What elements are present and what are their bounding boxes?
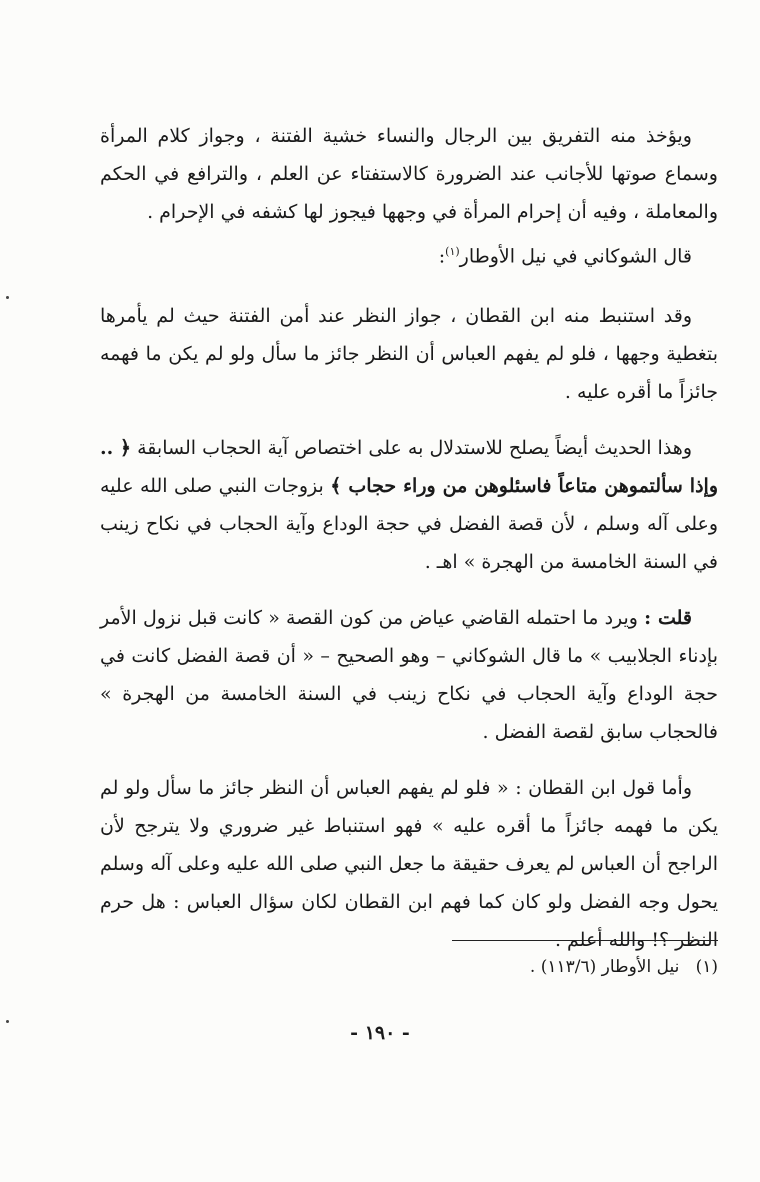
qultu-label: قلت :	[644, 607, 692, 630]
paragraph-3: وقد استنبط منه ابن القطان ، جواز النظر عند أمن الفتنة حيث لم يأمرها بتغطية وجهها ، فلو لم يفهم العباس أن النظر جائز ما سأل ولو لم يكن ما فهمه جائزاً ما أقره عليه .	[100, 305, 718, 404]
footnote	[100, 952, 718, 982]
paragraph-2-colon: :	[438, 245, 446, 268]
scan-speck	[6, 1020, 9, 1023]
paragraph-2	[100, 233, 718, 275]
page-number: - ١٩٠ -	[350, 1022, 410, 1044]
paragraph-5-text: ويرد ما احتمله القاضي عياض من كون القصة « كانت قبل نزول الأمر بإدناء الجلابيب » ما قال الشوكاني – وهو الصحيح – « أن قصة الفضل كانت في حجة الوداع وآية الحجاب في نكاح زينب في السنة الخامسة من الهجرة » فالحجاب سابق لقصة الفضل .	[100, 607, 718, 744]
paragraph-5	[100, 599, 718, 751]
paragraph-2-text: قال الشوكاني في نيل الأوطار	[459, 245, 692, 268]
quran-verse: ﴿ .. وإذا سألتموهن متاعاً فاسئلوهن من وراء حجاب ﴾	[100, 437, 718, 498]
footnote-divider	[452, 940, 718, 941]
footnote-marker: (١)	[695, 957, 718, 977]
footnote-text: نيل الأوطار (١١٣/٦) .	[529, 957, 680, 977]
paragraph-4	[100, 429, 718, 581]
main-text	[100, 117, 718, 959]
paragraph-6	[100, 769, 718, 959]
scan-speck	[6, 296, 9, 299]
paragraph-1: ويؤخذ منه التفريق بين الرجال والنساء خشية الفتنة ، وجواز كلام المرأة وسماع صوتها للأجانب عند الضرورة كالاستفتاء عن العلم ، والترافع في الحكم والمعاملة ، وفيه أن إحرام المرأة في وجهها فيجوز لها كشفه في الإحرام .	[100, 125, 718, 223]
paragraph-6-quote: وأما قول ابن القطان : « فلو لم يفهم العباس أن النظر جائز ما سأل ولو لم يكن ما فهمه جائزاً ما أقره عليه »	[100, 777, 718, 838]
paragraph-4-rest: بزوجات النبي صلى الله عليه وعلى آله وسلم ، لأن قصة الفضل في حجة الوداع وآية الحجاب في نكاح زينب في السنة الخامسة من الهجرة » اهـ .	[100, 475, 718, 574]
paragraph-4-intro: وهذا الحديث أيضاً يصلح للاستدلال به على اختصاص آية الحجاب السابقة	[137, 437, 693, 460]
footnote-reference: (١)	[445, 245, 460, 258]
paragraph-6-rest: فهو استنباط غير ضروري ولا يترجح لأن الراجح أن العباس لم يعرف حقيقة ما جعل النبي صلى الله عليه وعلى آله وسلم يحول وجه الفضل ولو كان كما فهم ابن القطان لكان سؤال العباس : هل حرم النظر ؟! والله أعلم .	[100, 815, 718, 952]
